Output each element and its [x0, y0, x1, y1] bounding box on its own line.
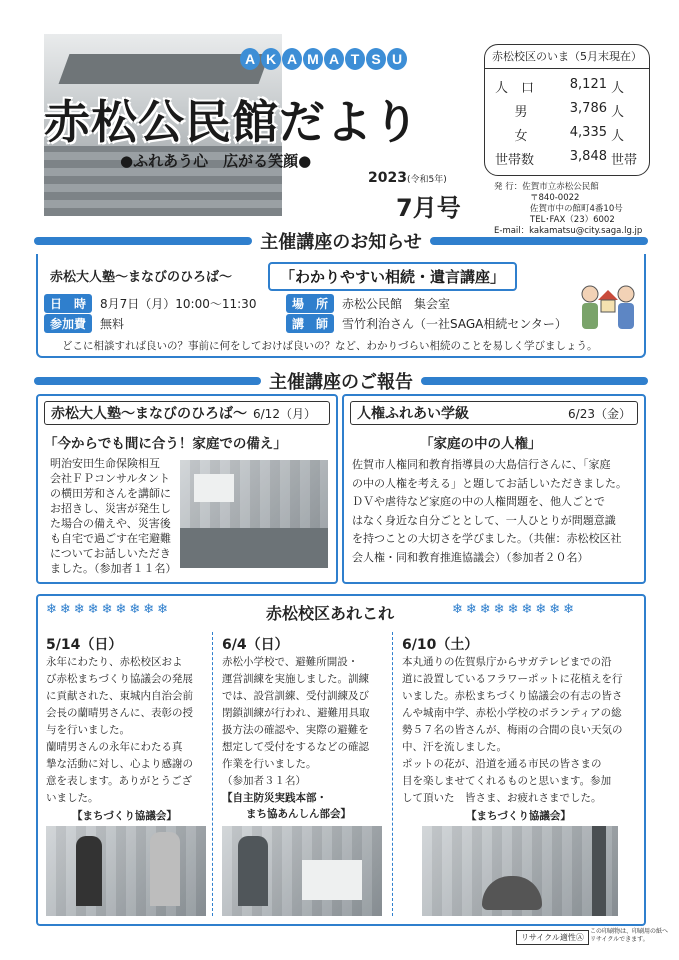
report-right-date: 6/23（金）	[568, 406, 631, 421]
text-line: 蘭晴男さんの永年にわたる真	[46, 741, 183, 753]
award-photo	[46, 826, 206, 916]
akamatsu-letter: A	[324, 48, 344, 70]
text-line: 勢５７名の皆さんが、梅雨の合間の良い天気の	[402, 724, 623, 736]
population-row: 女 4,335 人	[514, 125, 625, 144]
notice-heading: 主催講座のお知らせ	[260, 232, 422, 253]
report-right-body	[352, 456, 627, 567]
text-line: に貢献された、東城内自治会前	[46, 690, 193, 702]
text-line: 赤松小学校で、避難所開設・	[222, 656, 359, 668]
seminar-photo	[180, 460, 328, 568]
column-divider	[392, 632, 393, 916]
population-heading: 赤松校区のいま（5月末現在）	[485, 45, 649, 69]
akamatsu-letter: S	[366, 48, 386, 70]
text-line: 会人権・同和教育推進協議会）（参加者２０名）	[352, 550, 589, 564]
akamatsu-letter: T	[345, 48, 365, 70]
text-line: も自宅で過ごす在宅避難	[50, 532, 171, 545]
slogan: ●ふれあう心 広がる笑顔●	[120, 152, 312, 170]
evacuation-drill-photo	[222, 826, 382, 916]
report-right-subtitle: 「家庭の中の人権」	[420, 436, 542, 452]
place-value: 赤松公民館 集会室	[342, 297, 451, 311]
text-line: （参加者３１名）	[222, 775, 306, 787]
text-line: お招きし、災害が発生し	[50, 502, 171, 515]
report-left-title-box	[44, 401, 330, 425]
text-line: を持つことの大切さを学びました。（共催：赤松校区社	[352, 532, 622, 545]
akamatsu-letter: U	[387, 48, 407, 70]
text-line: 閉鎖訓練が行われ、避難用具取	[222, 707, 370, 719]
text-line: 作業を行いました。	[222, 758, 317, 770]
news-col3-caption: 【まちづくり協議会】	[466, 810, 571, 822]
report-right-title-box	[350, 401, 638, 425]
lecturer-tag: 講 師	[286, 314, 334, 333]
notice-place-row	[286, 294, 450, 313]
fee-tag: 参加費	[44, 314, 92, 333]
text-line: 中、汗を流しました。	[402, 741, 507, 753]
publisher-info: 発 行：佐賀市立赤松公民館 〒840-0022 佐賀市中の館町4番10号 TEL･FAX（23）6002 E-mail：kakamatsu@city.saga.lg.jp	[494, 182, 643, 236]
report-right-title: 人権ふれあい学級	[357, 406, 469, 422]
text-line: 本丸通りの佐賀県庁からサガテレビまでの沿	[402, 656, 612, 668]
text-line: た場合の備えや、災害後	[50, 517, 171, 530]
news-col2-date: 6/4（日）	[222, 637, 289, 653]
text-line: 会長の蘭晴男さんに、表彰の授	[46, 707, 193, 719]
report-left-subtitle: 「今からでも間に合う！家庭での備え」	[44, 436, 287, 452]
news-col2-body	[222, 654, 390, 790]
text-line: 運営訓練を実施しました。訓練	[222, 673, 369, 685]
notice-description: どこに相談すれば良いの？事前に何をしておけば良いの？など、わかりづらい相続のことを易しく学びましょう。	[62, 340, 598, 352]
news-col1-body	[46, 654, 208, 807]
page-title: 赤松公民館だより	[44, 95, 420, 149]
text-line: 明治安田生命保険相互	[50, 457, 160, 470]
text-line: はなく身近な自分ごととして、一人ひとりが問題意識	[352, 513, 616, 527]
recycle-note: この印刷物は、印刷用の紙へリサイクルできます。	[590, 928, 669, 943]
text-line: いました。	[46, 792, 99, 804]
notice-heading-bar	[34, 228, 648, 254]
news-heading: 赤松校区あれこれ	[266, 604, 395, 623]
text-line: ました。（参加者１１名）	[50, 562, 177, 575]
population-row: 人 口 8,121 人	[495, 77, 625, 96]
population-row: 世帯数 3,848 世帯	[495, 149, 638, 168]
text-line: の横田芳和さんを講師に	[50, 487, 171, 500]
issue-year: 2023(令和5年)	[368, 170, 447, 186]
snowflake-decoration-icon: ❄❄❄❄❄❄❄❄❄	[452, 602, 578, 617]
text-line: して頂いた 皆さま、お疲れさまでした。	[402, 792, 602, 804]
text-line: 摯な活動に対し、心より感謝の	[46, 758, 193, 770]
population-row: 男 3,786 人	[514, 101, 625, 120]
news-col2-caption-1: 【自主防災実践本部・	[222, 792, 327, 804]
text-line: 道に設置しているフラワーポットに花植えを行	[402, 673, 623, 685]
news-col1-caption: 【まちづくり協議会】	[72, 810, 177, 822]
notice-lecturer-row	[286, 314, 567, 333]
text-line: び赤松まちづくり協議会の発展	[46, 673, 193, 685]
news-col3-body	[402, 654, 640, 807]
text-line: ＤＶや虐待など家庭の中の人権問題を、他人ごとで	[352, 495, 605, 508]
text-line: 永年にわたり、赤松校区およ	[46, 656, 183, 668]
column-divider	[212, 632, 213, 916]
akamatsu-letter: K	[261, 48, 281, 70]
notice-series: 赤松大人塾～まなびのひろば～	[50, 270, 233, 285]
recycle-mark: リサイクル適性Ⓐ	[516, 930, 589, 945]
text-line: では、設営訓練、受付訓練及び	[222, 690, 369, 702]
text-line: ポットの花が、沿道を通る市民の皆さまの	[402, 758, 602, 770]
text-line: いました。赤松まちづくり協議会の有志の皆さ	[402, 690, 623, 702]
notice-fee-row	[44, 314, 124, 333]
akamatsu-logo	[240, 48, 407, 70]
fee-value: 無料	[100, 317, 125, 331]
issue-month: 7月号	[396, 194, 461, 222]
snowflake-decoration-icon: ❄❄❄❄❄❄❄❄❄	[46, 602, 172, 617]
news-col2-caption-2: まち協あんしん部会】	[246, 808, 351, 820]
text-line: 想定して受付をするなどの確認	[222, 741, 369, 753]
report-heading: 主催講座のご報告	[269, 372, 413, 393]
report-left-date: 6/12（月）	[253, 406, 316, 421]
text-line: 意を表します。ありがとうござ	[46, 775, 193, 787]
date-value: 8月7日（月）10:00～11:30	[100, 297, 257, 311]
news-col1-date: 5/14（日）	[46, 637, 123, 653]
lecturer-value: 雪竹利治さん（一社SAGA相続センター）	[342, 317, 567, 331]
report-left-body	[50, 456, 177, 576]
text-line: の中の人権を考える」と題してお話しいただきました。	[352, 476, 627, 490]
akamatsu-letter: A	[282, 48, 302, 70]
text-line: んや城南中学、赤松小学校のボランティアの総	[402, 707, 622, 719]
date-tag: 日 時	[44, 294, 92, 313]
notice-date-row	[44, 294, 256, 313]
report-left-title: 赤松大人塾～まなびのひろば～	[51, 406, 247, 422]
news-col3-date: 6/10（土）	[402, 637, 479, 653]
flower-planting-photo	[422, 826, 618, 916]
text-line: 会社ＦＰコンサルタント	[50, 472, 171, 485]
place-tag: 場 所	[286, 294, 334, 313]
text-line: 目を楽しませてくれるものと思います。参加	[402, 775, 612, 787]
lecture-title: 「わかりやすい相続・遺言講座」	[268, 262, 517, 291]
text-line: 佐賀市人権同和教育指導員の大島信行さんに、「家庭	[352, 458, 611, 471]
family-house-illustration	[578, 276, 638, 332]
text-line: 与を行いました。	[46, 724, 130, 736]
akamatsu-letter: A	[240, 48, 260, 70]
report-heading-bar	[34, 368, 648, 394]
population-box	[484, 44, 650, 176]
text-line: 扱方法の確認や、実際の避難を	[222, 724, 369, 736]
text-line: についてお話しいただき	[50, 547, 171, 560]
akamatsu-letter: M	[303, 48, 323, 70]
